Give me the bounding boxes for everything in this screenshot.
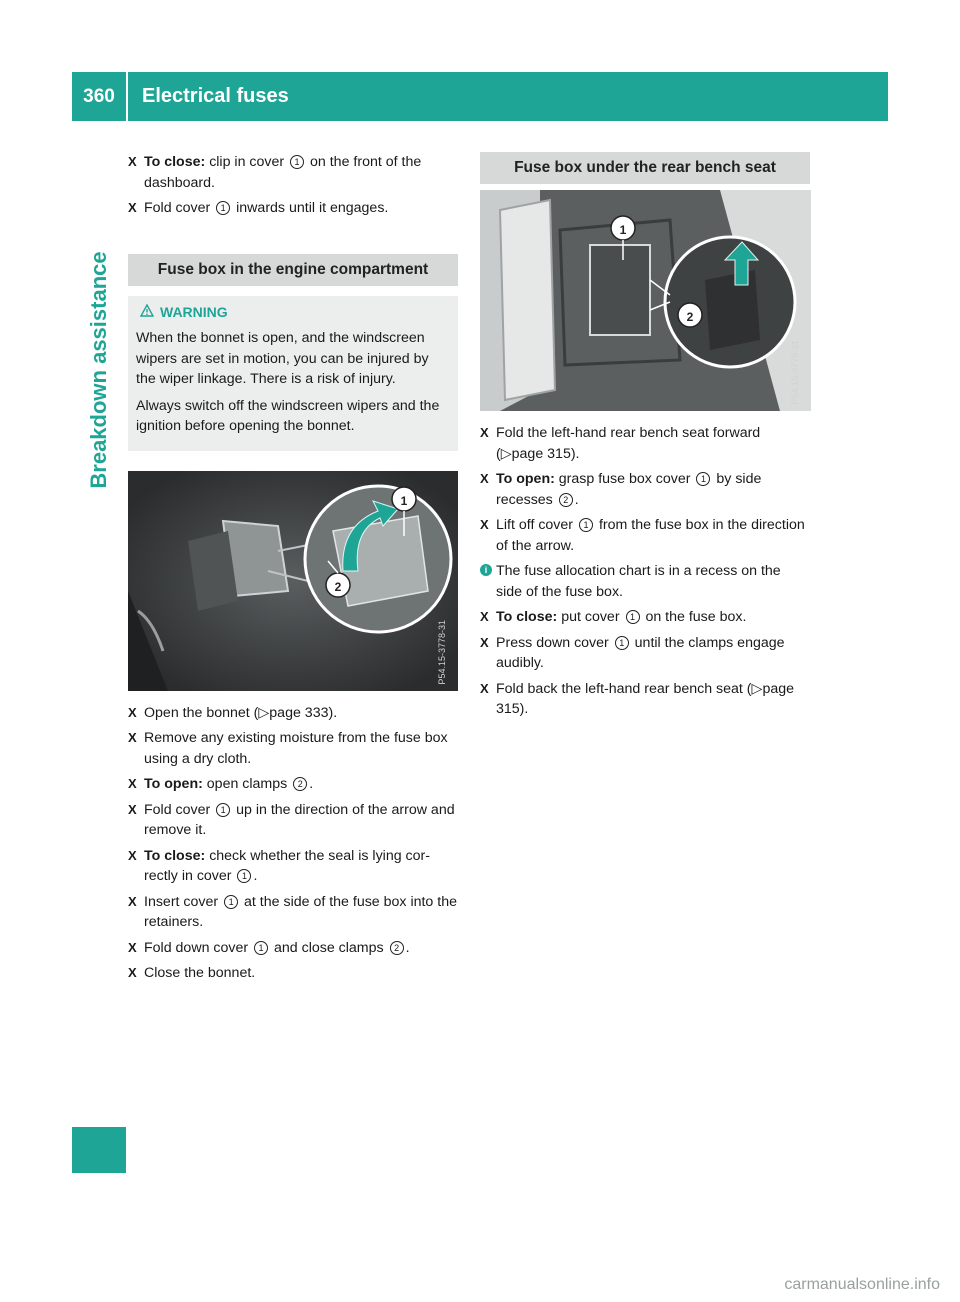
chapter-side-label: Breakdown assistance bbox=[86, 251, 111, 489]
right-column bbox=[480, 152, 810, 725]
step-bullet-icon: X bbox=[128, 847, 137, 863]
step-text: inwards until it engages. bbox=[236, 200, 389, 216]
page-ref-link[interactable]: page 333). bbox=[269, 704, 338, 721]
step-text: open clamps bbox=[206, 776, 288, 792]
warning-box bbox=[128, 296, 458, 451]
rear-seat-illustration bbox=[480, 190, 811, 411]
step-bullet-icon: X bbox=[480, 634, 489, 650]
step-item bbox=[480, 423, 810, 464]
step-bullet-icon: X bbox=[128, 939, 137, 955]
step-text: Fold back the left-hand rear bench seat ( bbox=[496, 680, 752, 697]
callout-number-icon: 1 bbox=[290, 155, 304, 169]
callout-number-icon: 1 bbox=[579, 518, 593, 532]
callout-number-icon: 1 bbox=[615, 636, 629, 650]
step-text: Fold down cover bbox=[144, 939, 249, 956]
step-text: until the clamps engage audibly. bbox=[496, 634, 785, 671]
step-text: Lift off cover bbox=[496, 517, 574, 533]
info-icon: i bbox=[480, 564, 492, 576]
step-text: . bbox=[405, 939, 410, 956]
step-text: Open the bonnet ( bbox=[144, 704, 259, 721]
step-keyword: To open: bbox=[144, 776, 203, 792]
step-text: on the fuse box. bbox=[645, 609, 747, 625]
step-item bbox=[128, 728, 458, 769]
warning-text: When the bonnet is open, and the windscreen wipers are set in motion, you can be injured by the wiper linkage. There is a risk of injury. bbox=[136, 330, 429, 387]
page-number: 360 bbox=[83, 85, 115, 107]
section-heading-engine: Fuse box in the engine compartment bbox=[128, 254, 458, 286]
step-text: Fold cover bbox=[144, 200, 211, 216]
step-text: and close clamps bbox=[274, 939, 384, 956]
figure-marker-2: 2 bbox=[686, 310, 694, 324]
step-item bbox=[128, 800, 458, 841]
step-text: Remove any existing moisture from the fuse box using a dry cloth. bbox=[144, 730, 448, 767]
chapter-tab-marker bbox=[72, 1127, 126, 1173]
callout-number-icon: 2 bbox=[559, 493, 573, 507]
page-ref-icon: ▷ bbox=[258, 704, 270, 721]
step-bullet-icon: X bbox=[128, 730, 137, 745]
step-item bbox=[480, 679, 810, 720]
step-keyword: To close: bbox=[496, 609, 558, 625]
callout-number-icon: 1 bbox=[224, 895, 238, 909]
step-keyword: To open: bbox=[496, 471, 555, 487]
step-text: Close the bonnet. bbox=[144, 965, 256, 981]
step-item bbox=[128, 963, 458, 984]
callout-number-icon: 1 bbox=[216, 201, 230, 215]
step-text: . bbox=[574, 491, 579, 508]
step-item bbox=[128, 703, 458, 724]
callout-number-icon: 2 bbox=[390, 941, 404, 955]
callout-number-icon: 1 bbox=[237, 869, 251, 883]
warning-text: Always switch off the windscreen wipers and the ignition before opening the bonnet. bbox=[136, 397, 440, 434]
info-note bbox=[480, 561, 810, 602]
step-bullet-icon: X bbox=[128, 776, 137, 791]
step-text: clip in cover bbox=[209, 154, 285, 170]
step-text: up in the direction of the arrow and remove it. bbox=[144, 801, 455, 838]
page-title: Electrical fuses bbox=[142, 85, 289, 107]
step-item bbox=[480, 607, 810, 628]
step-text: Press down cover bbox=[496, 634, 609, 651]
step-item bbox=[128, 774, 458, 795]
step-bullet-icon: X bbox=[480, 680, 489, 696]
step-item bbox=[128, 846, 458, 887]
step-text: grasp fuse box cover bbox=[558, 471, 691, 487]
left-column bbox=[128, 152, 458, 989]
step-keyword: To close: bbox=[144, 154, 206, 170]
step-item bbox=[128, 938, 458, 959]
step-text: Insert cover bbox=[144, 893, 219, 910]
page-ref-link[interactable]: page 315). bbox=[511, 445, 580, 462]
info-text: The fuse allocation chart is in a recess on the side of the fuse box. bbox=[496, 563, 781, 600]
callout-number-icon: 2 bbox=[293, 777, 307, 791]
figure-code: P54.15-3779-31 bbox=[789, 340, 800, 405]
callout-number-icon: 1 bbox=[254, 941, 268, 955]
header-divider bbox=[126, 72, 128, 121]
step-keyword: To close: bbox=[144, 847, 206, 864]
step-text: put cover bbox=[561, 609, 620, 625]
step-bullet-icon: X bbox=[128, 801, 137, 817]
step-bullet-icon: X bbox=[480, 425, 489, 440]
step-bullet-icon: X bbox=[480, 609, 489, 624]
step-item bbox=[128, 198, 458, 219]
warning-label: WARNING bbox=[160, 303, 228, 320]
figure-code: P54.15-3778-31 bbox=[436, 619, 447, 685]
rear-seat-fuse-box-photo bbox=[480, 190, 811, 411]
step-text: check whether the seal is lying cor- rectly in cover bbox=[144, 847, 430, 884]
callout-number-icon: 1 bbox=[216, 803, 230, 817]
step-bullet-icon: X bbox=[128, 893, 137, 909]
step-text: Fold cover bbox=[144, 801, 211, 818]
page-ref-link[interactable]: page 315). bbox=[496, 680, 795, 717]
step-text: from the fuse box in the direction of the arrow. bbox=[496, 517, 805, 554]
step-item bbox=[480, 515, 810, 556]
callout-number-icon: 1 bbox=[626, 610, 640, 624]
figure-marker-2: 2 bbox=[334, 579, 342, 594]
warning-triangle-icon bbox=[140, 302, 154, 323]
page-header bbox=[72, 72, 888, 121]
step-bullet-icon: X bbox=[128, 704, 137, 720]
step-text: . bbox=[309, 776, 314, 792]
step-bullet-icon: X bbox=[128, 965, 137, 980]
step-text: . bbox=[253, 868, 258, 884]
page-ref-icon: ▷ bbox=[751, 680, 763, 697]
figure-marker-1: 1 bbox=[619, 223, 627, 237]
step-text: Fold the left-hand rear bench seat forward ( bbox=[496, 425, 761, 462]
step-bullet-icon: X bbox=[480, 471, 489, 486]
page-ref-icon: ▷ bbox=[500, 445, 512, 462]
callout-number-icon: 1 bbox=[696, 472, 710, 486]
step-item bbox=[128, 152, 458, 193]
step-item bbox=[128, 892, 458, 933]
step-bullet-icon: X bbox=[480, 517, 489, 532]
warning-title bbox=[136, 302, 450, 323]
watermark: carmanualsonline.info bbox=[784, 1276, 940, 1293]
step-bullet-icon: X bbox=[128, 200, 137, 215]
figure-marker-1: 1 bbox=[400, 493, 408, 508]
step-bullet-icon: X bbox=[128, 154, 137, 169]
step-text: by side recesses bbox=[496, 471, 762, 508]
step-text: at the side of the fuse box into the retainers. bbox=[144, 893, 457, 930]
step-item bbox=[480, 469, 810, 510]
engine-fuse-box-photo bbox=[128, 471, 458, 691]
step-text: on the front of the dashboard. bbox=[144, 154, 422, 191]
step-item bbox=[480, 633, 810, 674]
section-heading-rear-seat: Fuse box under the rear bench seat bbox=[480, 152, 810, 184]
